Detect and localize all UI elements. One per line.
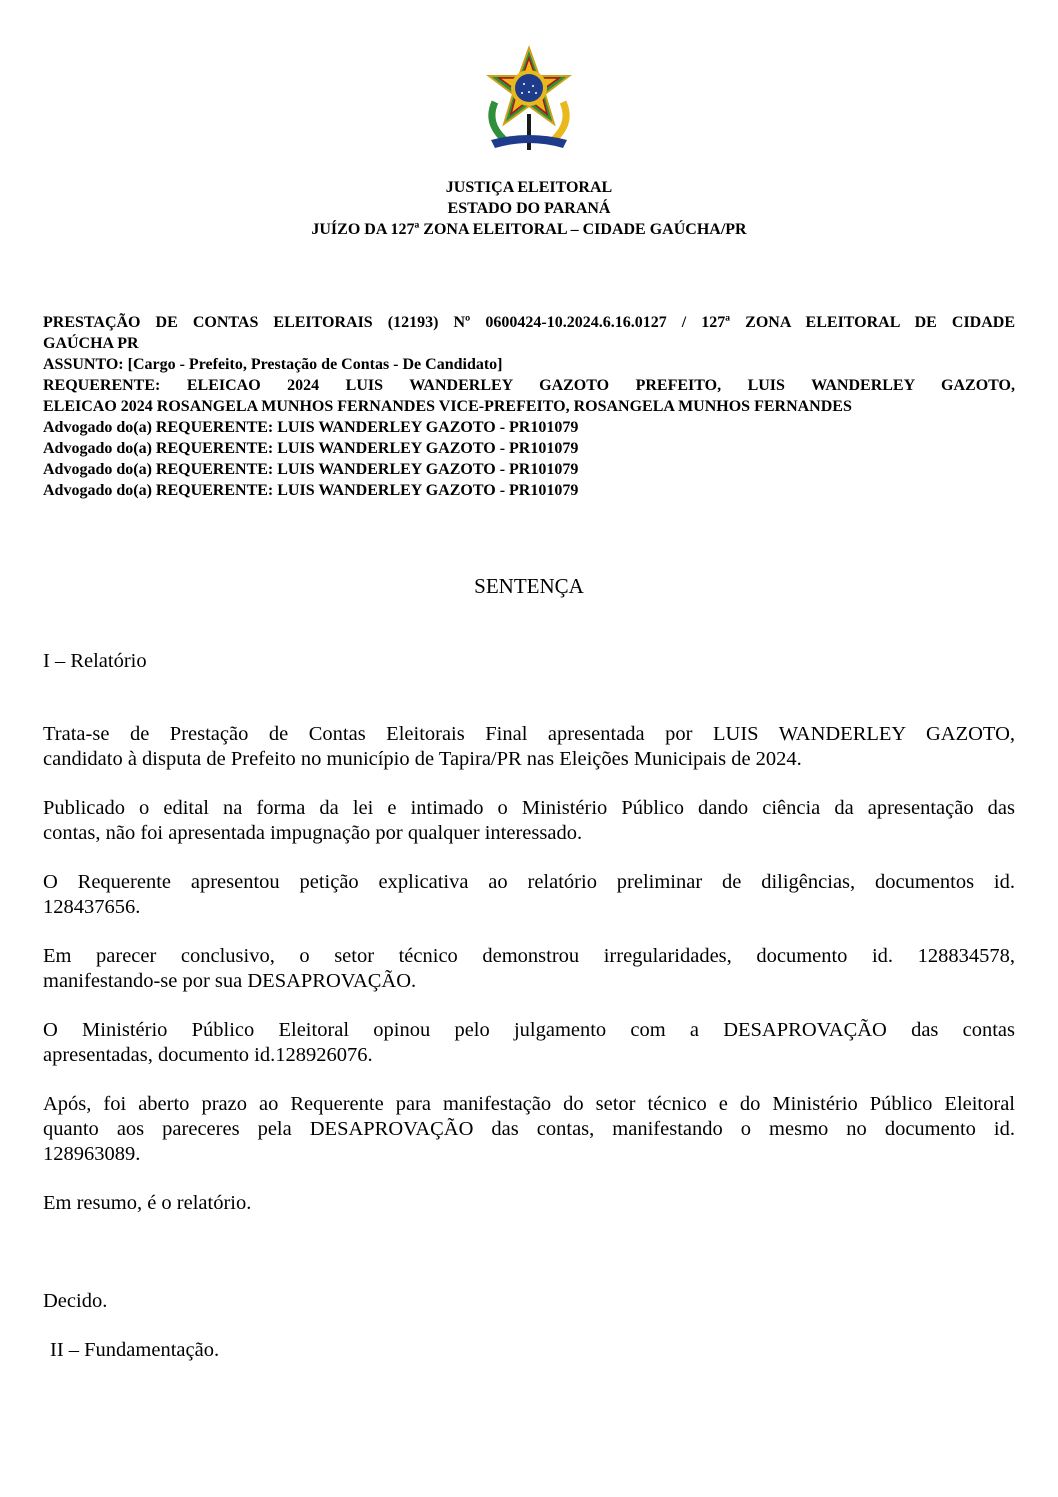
header-line-zone: JUÍZO DA 127ª ZONA ELEITORAL – CIDADE GAÚCHA/PR [311, 221, 747, 238]
paragraph-6: Após, foi aberto prazo ao Requerente para manifestação do setor técnico e do Ministério Público Eleitoral quanto aos pareceres pela DESAPROVAÇÃO das contas, manifestando o mesmo no documento id. 128963089. [43, 1093, 1015, 1165]
lawyer-line: Advogado do(a) REQUERENTE: LUIS WANDERLEY GAZOTO - PR101079 [43, 419, 579, 436]
header-line-state: ESTADO DO PARANÁ [447, 200, 611, 217]
paragraph-1: Trata-se de Prestação de Contas Eleitorais Final apresentada por LUIS WANDERLEY GAZOTO, candidato à disputa de Prefeito no município de Tapira/PR nas Eleições Municipais de 2024. [43, 723, 1015, 770]
section-heading-report: I – Relatório [43, 650, 147, 672]
requerente-line-cont: ELEICAO 2024 ROSANGELA MUNHOS FERNANDES VICE-PREFEITO, ROSANGELA MUNHOS FERNANDES [43, 398, 852, 415]
process-number-line-cont: GAÚCHA PR [43, 335, 139, 352]
paragraph-5: O Ministério Público Eleitoral opinou pelo julgamento com a DESAPROVAÇÃO das contas apresentadas, documento id.128926076. [43, 1019, 1015, 1066]
section-heading-grounds: II – Fundamentação. [50, 1339, 220, 1361]
process-number-line: PRESTAÇÃO DE CONTAS ELEITORAIS (12193) Nº 0600424-10.2024.6.16.0127 / 127ª ZONA ELEITORAL DE CIDADE [43, 314, 1015, 331]
header-line-court: JUSTIÇA ELEITORAL [445, 179, 613, 196]
document-title: SENTENÇA [474, 574, 584, 598]
lawyer-line: Advogado do(a) REQUERENTE: LUIS WANDERLEY GAZOTO - PR101079 [43, 461, 579, 478]
lawyer-line: Advogado do(a) REQUERENTE: LUIS WANDERLEY GAZOTO - PR101079 [43, 482, 579, 499]
paragraph-2: Publicado o edital na forma da lei e intimado o Ministério Público dando ciência da apresentação das contas, não foi apresentada impugnação por qualquer interessado. [43, 797, 1015, 844]
requerente-line: REQUERENTE: ELEICAO 2024 LUIS WANDERLEY GAZOTO PREFEITO, LUIS WANDERLEY GAZOTO, [43, 377, 1015, 394]
case-details [43, 312, 1015, 501]
paragraph-7: Em resumo, é o relatório. [43, 1192, 252, 1214]
paragraph-3: O Requerente apresentou petição explicativa ao relatório preliminar de diligências, documentos id. 128437656. [43, 871, 1015, 918]
court-header [0, 177, 1058, 240]
case-subject: ASSUNTO: [Cargo - Prefeito, Prestação de Contas - De Candidato] [43, 356, 503, 373]
lawyer-line: Advogado do(a) REQUERENTE: LUIS WANDERLEY GAZOTO - PR101079 [43, 440, 579, 457]
decision-label: Decido. [43, 1290, 108, 1312]
paragraph-4: Em parecer conclusivo, o setor técnico demonstrou irregularidades, documento id. 128834578, manifestando-se por sua DESAPROVAÇÃO. [43, 945, 1015, 992]
brazil-coat-of-arms-icon [477, 44, 581, 156]
